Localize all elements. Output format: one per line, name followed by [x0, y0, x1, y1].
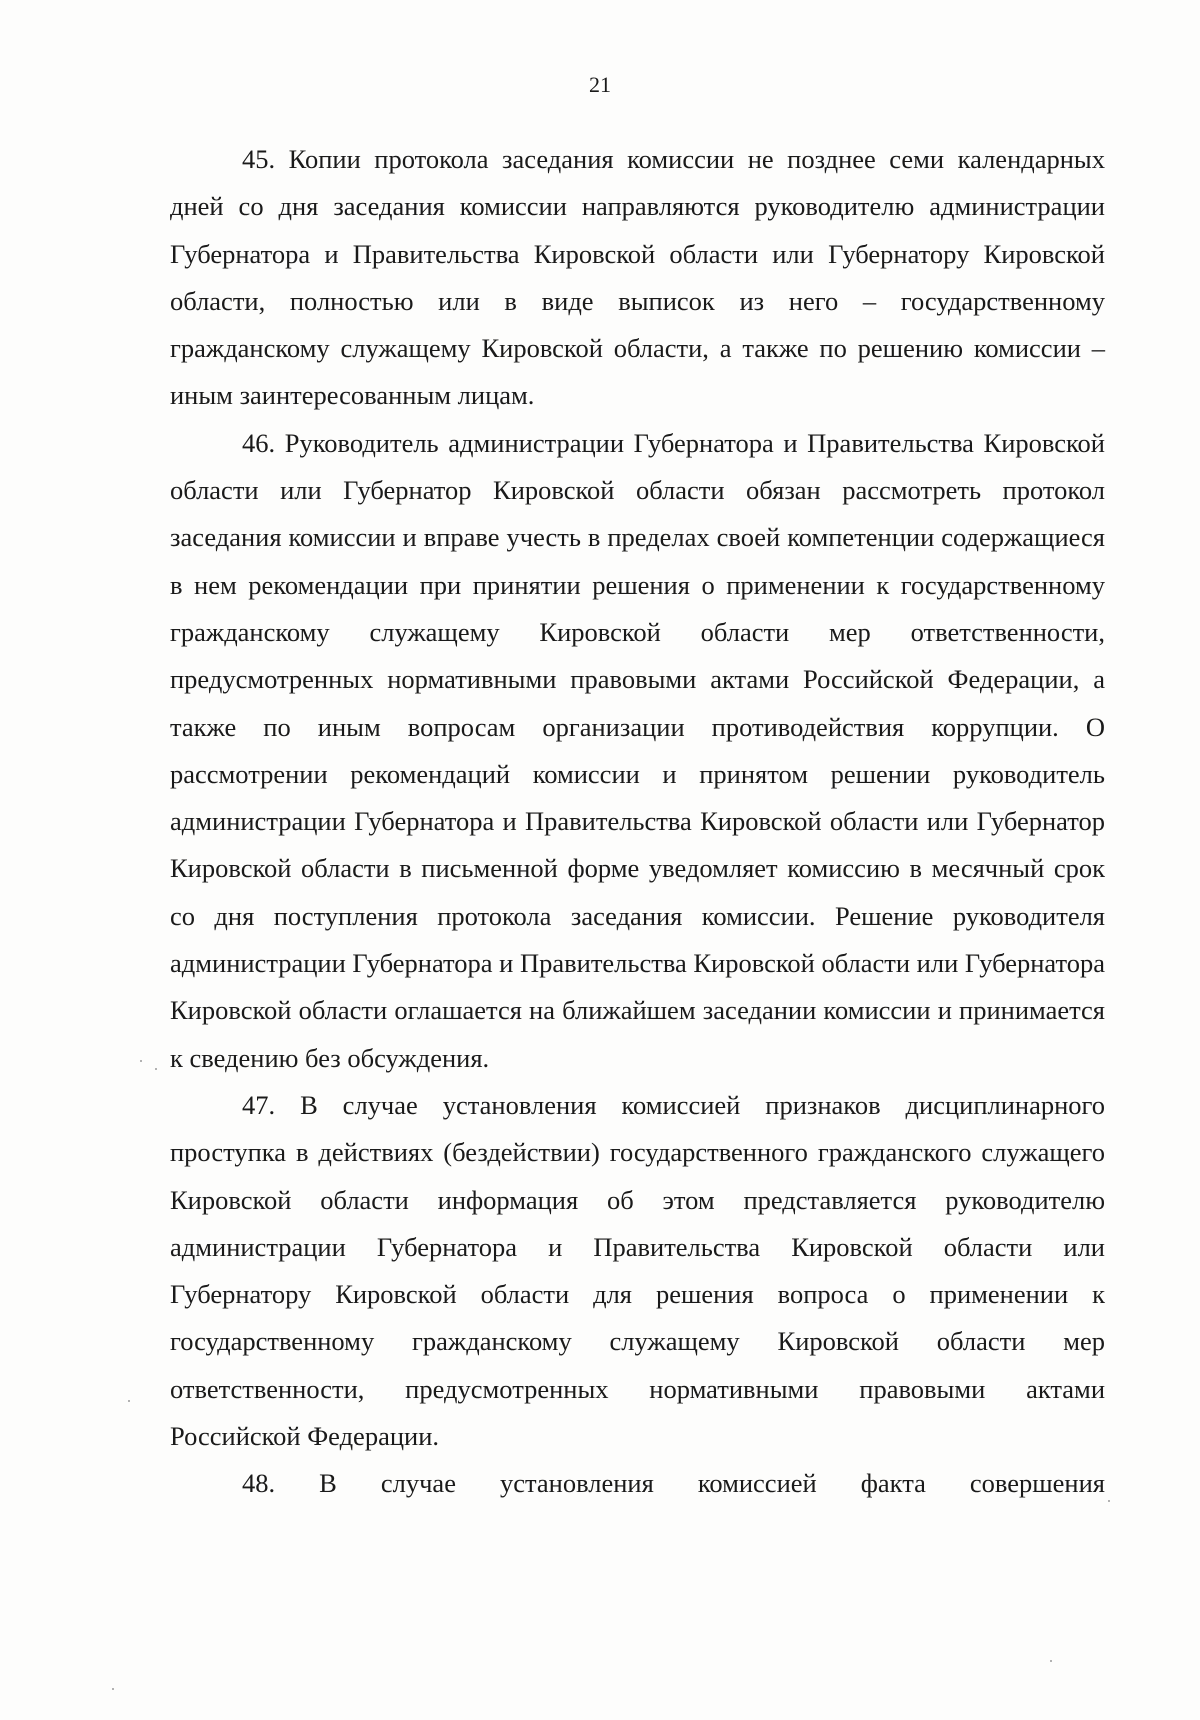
scan-speck [140, 1060, 142, 1062]
scan-speck [112, 1688, 114, 1690]
paragraph-47: 47. В случае установления комиссией признаков дисциплинарного проступка в действиях (бездействии) государственного гражданского служащего Кировской области информация об этом представляется руководителю администрации Губернатора и Правительства Кировской области или Губернатору Кировской области для решения вопроса о применении к государственному гражданскому служащему Кировской области мер ответственности, предусмотренных нормативными правовыми актами Российской Федерации. [170, 1089, 1105, 1452]
scan-speck [1050, 1660, 1052, 1662]
scan-speck [155, 1068, 157, 1070]
paragraph-46: 46. Руководитель администрации Губернатора и Правительства Кировской области или Губернатор Кировской области обязан рассмотреть протокол заседания комиссии и вправе учесть в пределах своей компетенции содержащиеся в нем рекомендации при принятии решения о применении к государственному гражданскому служащему Кировской области мер ответственности, предусмотренных нормативными правовыми актами Российской Федерации, а также по иным вопросам организации противодействия коррупции. О рассмотрении рекомендаций комиссии и принятом решении руководитель администрации Губернатора и Правительства Кировской области или Губернатор Кировской области в письменной форме уведомляет комиссию в месячный срок со дня поступления протокола заседания комиссии. Решение руководителя администрации Губернатора и Правительства Кировской области или Губернатора Кировской области оглашается на ближайшем заседании комиссии и принимается к сведению без обсуждения. [170, 427, 1105, 1073]
scan-speck [128, 1400, 130, 1402]
paragraph-48: 48. В случае установления комиссией факта совершения [242, 1468, 1105, 1499]
document-body [170, 136, 1105, 1508]
page-number: 21 [589, 72, 611, 97]
paragraph-45: 45. Копии протокола заседания комиссии не позднее семи календарных дней со дня заседания комиссии направляются руководителю администрации Губернатора и Правительства Кировской области или Губернатору Кировской области, полностью или в виде выписок из него – государственному гражданскому служащему Кировской области, а также по решению комиссии – иным заинтересованным лицам. [170, 144, 1105, 411]
scan-speck [1108, 1500, 1110, 1502]
